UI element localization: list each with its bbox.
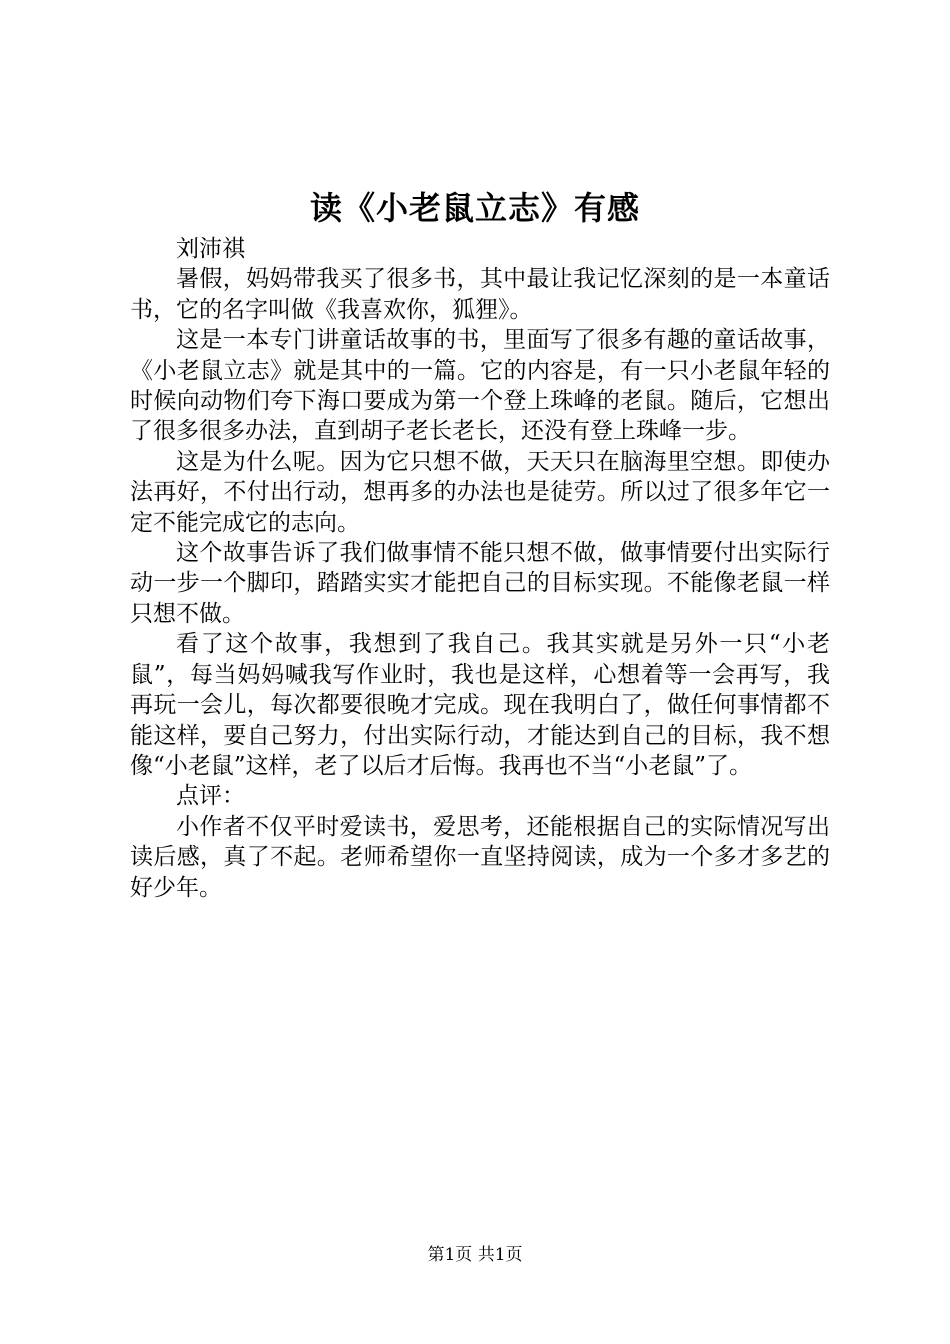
paragraph: 这是一本专门讲童话故事的书，里面写了很多有趣的童话故事，《小老鼠立志》就是其中的一篇。它的内容是，有一只小老鼠年轻的时候向动物们夸下海口要成为第一个登上珠峰的老鼠。随后，它想出了很多很多办法，直到胡子老长老长，还没有登上珠峰一步。: [130, 327, 830, 445]
author-line: 刘沛祺: [176, 236, 245, 262]
document-title: 读《小老鼠立志》有感: [309, 189, 640, 227]
paragraph: 这是为什么呢。因为它只想不做，天天只在脑海里空想。即使办法再好，不付出行动，想再多的办法也是徒劳。所以过了很多年它一定不能完成它的志向。: [130, 448, 830, 536]
page-footer: 第1页 共1页: [427, 1245, 523, 1265]
comment-paragraph: 小作者不仅平时爱读书，爱思考，还能根据自己的实际情况写出读后感，真了不起。老师希望你一直坚持阅读，成为一个多才多艺的好少年。: [130, 813, 830, 901]
comment-label: 点评：: [176, 783, 245, 810]
paragraph: 这个故事告诉了我们做事情不能只想不做，做事情要付出实际行动一步一个脚印，踏踏实实才能把自己的目标实现。不能像老鼠一样只想不做。: [130, 540, 830, 627]
document-body: [130, 234, 830, 903]
paragraph: 暑假，妈妈带我买了很多书，其中最让我记忆深刻的是一本童话书，它的名字叫做《我喜欢你，狐狸》。: [130, 266, 830, 323]
paragraph: 看了这个故事，我想到了我自己。我其实就是另外一只“小老鼠”，每当妈妈喊我写作业时，我也是这样，心想着等一会再写，我再玩一会儿，每次都要很晚才完成。现在我明白了，做任何事情都不能这样，要自己努力，付出实际行动，才能达到自己的目标，我不想像“小老鼠”这样，老了以后才后悔。我再也不当“小老鼠”了。: [130, 631, 830, 779]
